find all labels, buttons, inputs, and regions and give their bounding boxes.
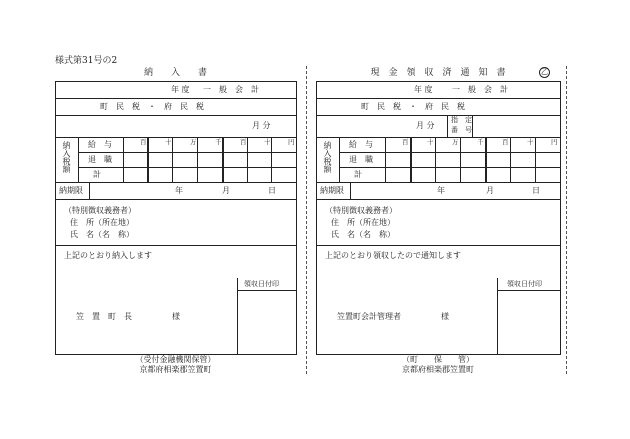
left-row-total: 計	[93, 170, 101, 179]
left-deadline-label: 納期限	[59, 186, 83, 195]
right-digit-man: 万	[452, 138, 459, 146]
right-month-label: 月 分	[416, 121, 435, 130]
right-date-year: 年	[437, 186, 445, 195]
right-digit-yen: 円	[551, 138, 558, 146]
right-row-retirement: 退 職	[349, 155, 373, 164]
left-signer: 笠 置 町 長	[76, 312, 132, 321]
left-tax-amount-label: 納入税額	[62, 141, 71, 173]
right-row-salary: 給 与	[349, 140, 373, 149]
right-name-label: 氏 名（名 称）	[331, 230, 395, 239]
right-address-label: 住 所（所在地）	[331, 218, 395, 227]
right-statement: 上記のとおり領収したので通知します	[325, 251, 461, 260]
left-title: 納 入 書	[143, 68, 207, 78]
right-receipt-stamp-label: 領収日付印	[507, 280, 542, 288]
right-digit-ten-man: 十	[427, 138, 434, 146]
left-account: 一 般 会 計	[203, 85, 259, 94]
right-date-day: 日	[532, 186, 540, 195]
right-footer-line1: （町 保 管）	[402, 355, 474, 364]
left-row-salary: 給 与	[88, 140, 112, 149]
right-tax-amount-label: 納入税額	[323, 141, 332, 173]
right-honorific: 様	[441, 312, 449, 321]
left-date-day: 日	[268, 186, 276, 195]
right-deadline-label: 納期限	[320, 186, 344, 195]
right-tax-name: 町 民 税 ・ 府 民 税	[361, 102, 465, 111]
right-designation-label-2: 番 号	[451, 126, 472, 134]
right-digit-thousand: 千	[477, 138, 484, 146]
left-row-retirement: 退 職	[88, 155, 112, 164]
form-number: 様式第31号の2	[55, 56, 118, 66]
left-statement: 上記のとおり納入します	[64, 251, 152, 260]
left-date-month: 月	[222, 186, 230, 195]
right-edge-dashed-line	[566, 66, 567, 374]
right-account: 一 般 会 計	[452, 85, 508, 94]
left-payer-section: （特別徴収義務者）	[64, 206, 136, 215]
left-month-label: 月 分	[252, 121, 271, 130]
left-digit-man: 万	[190, 138, 197, 146]
left-digit-hundred-man: 百	[140, 138, 147, 146]
right-fiscal-year-label: 年 度	[414, 85, 433, 94]
left-footer-line2: 京都府相楽郡笠置町	[139, 365, 212, 374]
right-payer-section: （特別徴収義務者）	[325, 206, 397, 215]
cut-line-divider	[306, 66, 307, 374]
left-receipt-stamp-label: 領収日付印	[244, 280, 279, 288]
left-date-year: 年	[175, 186, 183, 195]
left-digit-ten: 十	[264, 138, 271, 146]
right-digit-hundred: 百	[502, 138, 509, 146]
left-honorific: 様	[172, 312, 180, 321]
left-digit-yen: 円	[288, 138, 295, 146]
left-digit-thousand: 千	[215, 138, 222, 146]
left-name-label: 氏 名（名 称）	[70, 230, 134, 239]
left-digit-ten-man: 十	[165, 138, 172, 146]
circle-mark-icon: 乙	[541, 68, 548, 76]
right-digit-hundred-man: 百	[402, 138, 409, 146]
right-designation-label-1: 指 定	[451, 116, 472, 124]
right-row-total: 計	[354, 170, 362, 179]
left-tax-name: 町 民 税 ・ 府 民 税	[100, 102, 204, 111]
left-address-label: 住 所（所在地）	[70, 218, 134, 227]
right-title: 現 金 領 収 済 通 知 書	[370, 68, 506, 78]
right-date-month: 月	[486, 186, 494, 195]
right-footer-line2: 京都府相楽郡笠置町	[402, 365, 474, 374]
right-signer: 笠置町会計管理者	[337, 312, 401, 321]
left-footer-line1: （受付金融機関保管）	[135, 355, 216, 364]
right-digit-ten: 十	[527, 138, 534, 146]
left-digit-hundred: 百	[240, 138, 247, 146]
left-fiscal-year-label: 年 度	[171, 85, 190, 94]
